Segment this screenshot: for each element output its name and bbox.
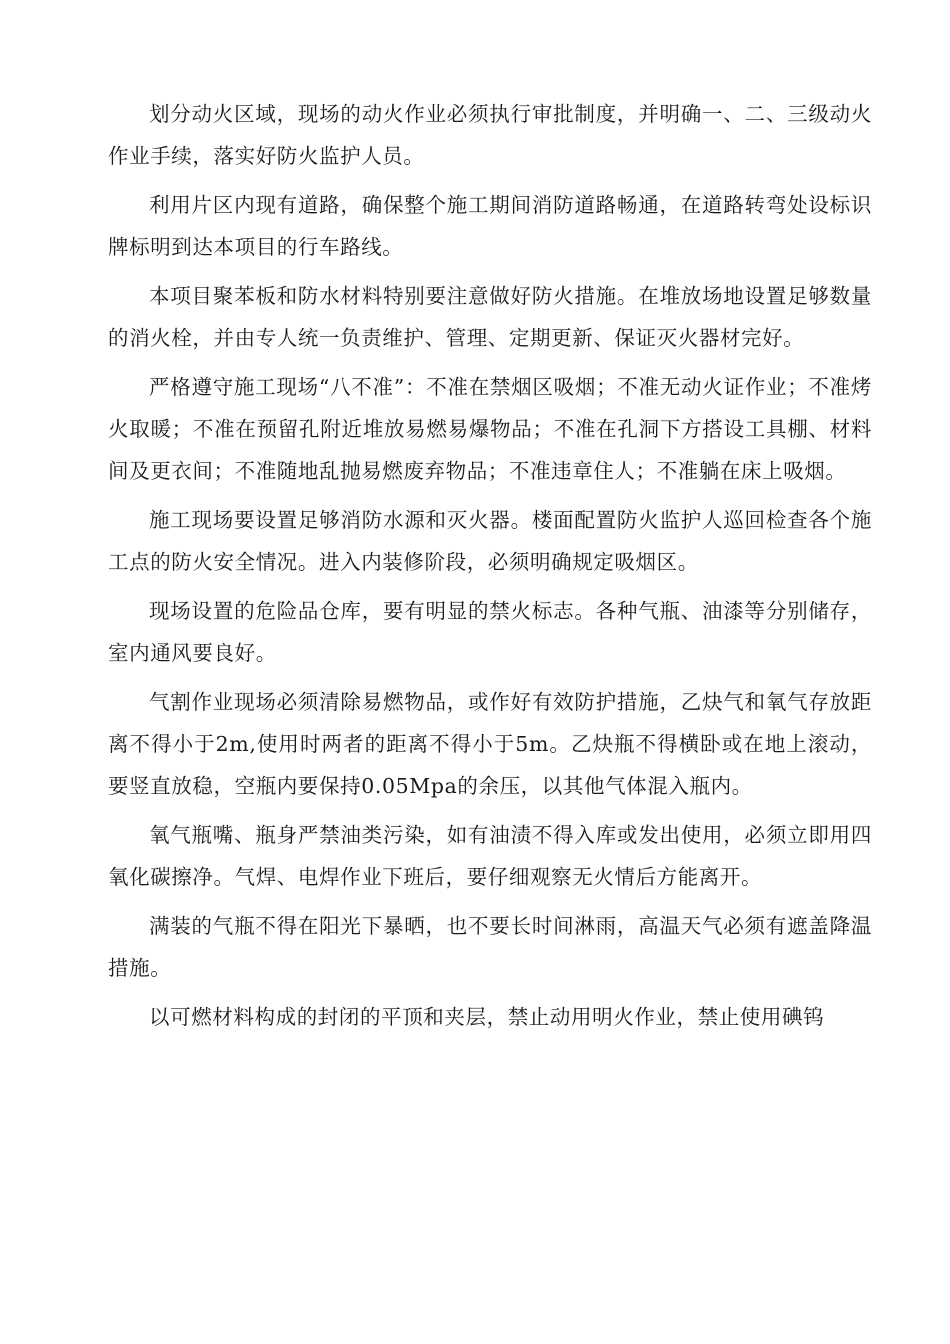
paragraph-eight-prohibitions: 严格遵守施工现场“八不准”：不准在禁烟区吸烟；不准无动火证作业；不准烤火取暖；不准在预留孔附近堆放易燃易爆物品；不准在孔洞下方搭设工具棚、材料间及更衣间；不准随地乱抛易燃废弃物品；不准违章住人；不准躺在床上吸烟。 (108, 375, 872, 483)
paragraph-hazardous-storage: 现场设置的危险品仓库，要有明显的禁火标志。各种气瓶、油漆等分别储存，室内通风要良好。 (108, 599, 872, 665)
paragraph-hot-work-zones: 划分动火区域，现场的动火作业必须执行审批制度，并明确一、二、三级动火作业手续，落实好防火监护人员。 (108, 102, 872, 168)
paragraph-combustible-ceilings: 以可燃材料构成的封闭的平顶和夹层，禁止动用明火作业，禁止使用碘钨 (149, 1005, 825, 1029)
paragraph-cylinder-sun-exposure: 满装的气瓶不得在阳光下暴晒，也不要长时间淋雨，高温天气必须有遮盖降温措施。 (108, 914, 872, 980)
paragraph-gas-cutting: 气割作业现场必须清除易燃物品，或作好有效防护措施，乙炔气和氧气存放距离不得小于2m,使用时两者的距离不得小于5m。乙炔瓶不得横卧或在地上滚动，要竖直放稳，空瓶内要保持0.05Mpa的余压，以其他气体混入瓶内。 (108, 690, 872, 798)
paragraph-oxygen-cylinders: 氧气瓶嘴、瓶身严禁油类污染，如有油渍不得入库或发出使用，必须立即用四氧化碳擦净。气焊、电焊作业下班后，要仔细观察无火情后方能离开。 (108, 823, 872, 889)
paragraph-material-fire-protection: 本项目聚苯板和防水材料特别要注意做好防火措施。在堆放场地设置足够数量的消火栓，并由专人统一负责维护、管理、定期更新、保证灭火器材完好。 (108, 284, 872, 350)
paragraph-water-and-extinguishers: 施工现场要设置足够消防水源和灭火器。楼面配置防火监护人巡回检查各个施工点的防火安全情况。进入内装修阶段，必须明确规定吸烟区。 (108, 508, 872, 574)
document-body (108, 93, 872, 1045)
paragraph-fire-roads: 利用片区内现有道路，确保整个施工期间消防道路畅通，在道路转弯处设标识牌标明到达本项目的行车路线。 (108, 193, 872, 259)
